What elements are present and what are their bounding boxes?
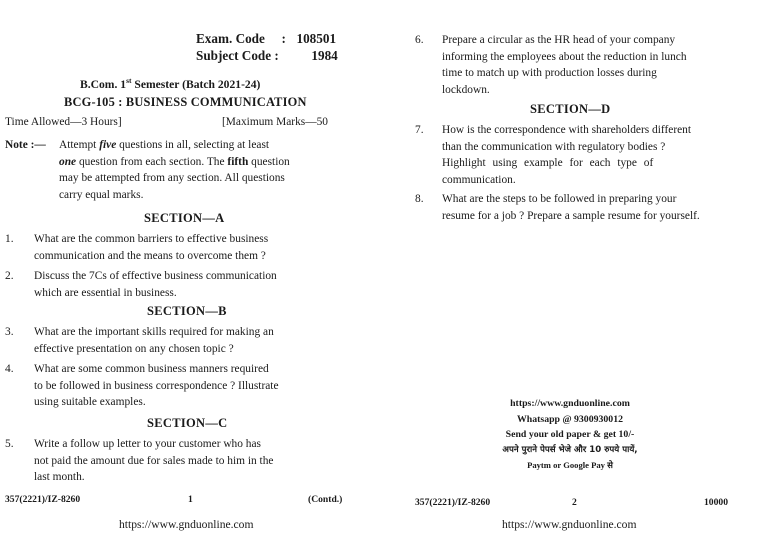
exam-code-label: Exam. Code [196,31,265,46]
question-number: 1. [5,233,14,245]
promo-block [450,396,690,474]
footer-code: 357(2221)/IZ-8260 [5,494,81,505]
subject-code-value: 1984 [311,48,338,63]
section-c-heading: SECTION—C [147,416,228,430]
question-line: using suitable examples. [34,396,146,409]
question-number: 5. [5,438,14,450]
max-marks: [Maximum Marks—50 [222,116,328,128]
exam-code-row [196,31,336,47]
footer-code: 357(2221)/IZ-8260 [415,497,491,508]
question-line: Prepare a circular as the HR head of your company [442,34,676,46]
subject-code-row [196,48,338,64]
right-page [384,0,768,543]
question-line: What are the important skills required for making an [34,326,274,338]
question-line: Write a follow up letter to your customer who has [34,438,261,450]
section-a-heading: SECTION—A [144,211,225,225]
footer-url[interactable]: https://www.gnduonline.com [502,518,637,531]
note-line: may be attempted from any section. All questions [59,172,285,185]
question-line: communication. [442,173,516,186]
course-prefix: B.Com. 1 [80,77,127,91]
exam-code-sep: : [281,31,286,46]
promo-payment: Paytm or Google Pay से [527,460,613,471]
note-body [59,137,349,203]
promo-hindi: अपने पुराने पेपर्स भेजे और 10 रुपये पायें, [502,444,638,455]
note-line: one question from each section. The fifth question [59,155,290,168]
course-line [80,76,260,91]
question-line: lockdown. [442,83,490,96]
question-line: What are some common business manners required [34,363,269,375]
promo-url[interactable]: https://www.gnduonline.com [510,398,630,409]
footer-count: 10000 [704,497,728,508]
question-line: What are the common barriers to effective business [34,233,269,245]
footer-page-number: 2 [572,497,577,508]
course-suffix: Semester (Batch 2021-24) [131,77,261,91]
question-line: resume for a job ? Prepare a sample resume for yourself. [442,209,700,222]
footer-url[interactable]: https://www.gnduonline.com [119,518,254,531]
question-number: 8. [415,193,424,205]
question-line: Discuss the 7Cs of effective business communication [34,270,277,282]
question-line: How is the correspondence with shareholders different [442,124,692,136]
question-line: than the communication with regulatory bodies ? [442,140,666,153]
note-line: carry equal marks. [59,188,144,201]
question-number: 2. [5,270,14,282]
paper-title: BCG-105 : BUSINESS COMMUNICATION [64,95,307,109]
question-line: last month. [34,471,85,484]
question-line: time to match up with production losses during [442,67,657,80]
question-line: to be followed in business correspondence ? Illustrate [34,379,279,392]
question-number: 7. [415,124,424,136]
question-number: 3. [5,326,14,338]
question-line: communication and the means to overcome them ? [34,249,266,262]
footer-contd: (Contd.) [308,494,343,505]
promo-whatsapp: Whatsapp @ 9300930012 [516,413,623,425]
question-line: What are the steps to be followed in preparing your [442,193,677,205]
question-line: not paid the amount due for sales made to him in the [34,454,274,467]
question-number: 4. [5,363,14,375]
subject-code-label: Subject Code : [196,48,279,63]
question-line: Highlight using example for each type of [442,157,654,170]
question-line: which are essential in business. [34,286,177,299]
promo-offer: Send your old paper & get 10/- [505,429,635,441]
note-line: Attempt five questions in all, selecting at least [59,139,270,151]
footer-page-number: 1 [188,494,193,505]
note-label: Note :— [5,139,46,151]
exam-code-value: 108501 [296,31,337,46]
time-allowed: Time Allowed—3 Hours] [5,116,122,128]
question-line: effective presentation on any chosen topic ? [34,342,234,355]
question-number: 6. [415,34,424,46]
course-superscript: st [126,76,132,85]
section-b-heading: SECTION—B [147,304,227,318]
section-d-heading: SECTION—D [530,102,611,116]
question-line: informing the employees about the reduction in lunch [442,50,687,63]
